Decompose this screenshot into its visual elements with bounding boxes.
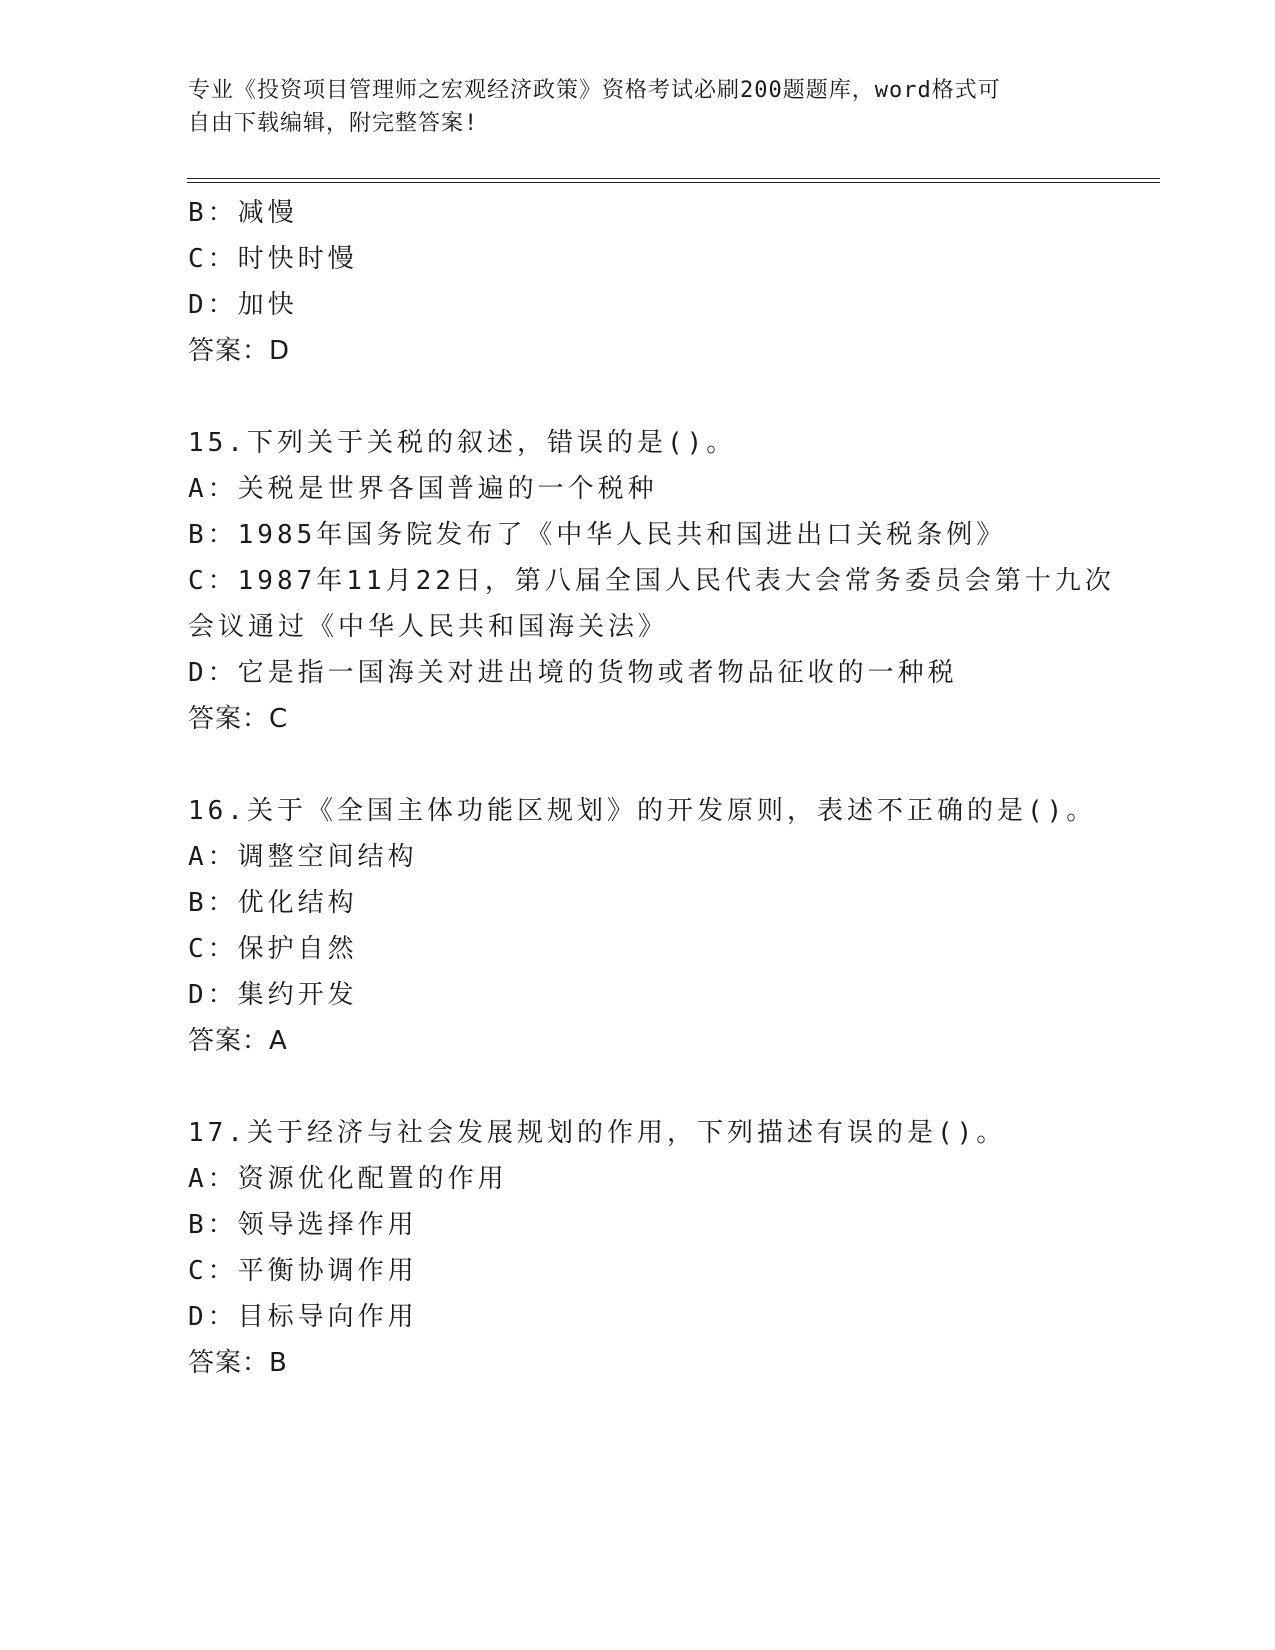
question-15 [188,420,1128,742]
option-b: B：优化结构 [188,888,358,918]
header-divider [187,178,1160,183]
option-a: A：资源优化配置的作用 [188,1164,508,1194]
question-14-tail [188,190,1128,374]
option-d: D：它是指一国海关对进出境的货物或者物品征收的一种税 [188,658,958,688]
option-a: A：调整空间结构 [188,842,418,872]
question-text: 15.下列关于关税的叙述，错误的是()。 [188,428,737,458]
option-b: B：1985年国务院发布了《中华人民共和国进出口关税条例》 [188,520,1007,550]
header-line-2: 自由下载编辑，附完整答案! [188,111,479,136]
answer-15: 答案：C [188,704,289,734]
option-d: D：目标导向作用 [188,1302,418,1332]
option-b: B：减慢 [188,198,298,228]
option-a: A：关税是世界各国普遍的一个税种 [188,474,658,504]
question-text: 17.关于经济与社会发展规划的作用，下列描述有误的是()。 [188,1118,1007,1148]
question-text: 16.关于《全国主体功能区规划》的开发原则，表述不正确的是()。 [188,796,1097,826]
option-c: C：1987年11月22日，第八届全国人民代表大会常务委员会第十九次 [188,566,1115,596]
option-c: C：保护自然 [188,934,358,964]
answer-16: 答案：A [188,1026,288,1056]
question-list [188,190,1128,1386]
option-d: D：集约开发 [188,980,358,1010]
header-line-1: 专业《投资项目管理师之宏观经济政策》资格考试必刷200题题库，word格式可 [188,78,1001,103]
option-b: B：领导选择作用 [188,1210,418,1240]
option-c: C：时快时慢 [188,244,358,274]
option-c-continued: 会议通过《中华人民共和国海关法》 [188,612,669,642]
option-c: C：平衡协调作用 [188,1256,418,1286]
answer-17: 答案：B [188,1348,288,1378]
answer-14: 答案：D [188,336,291,366]
question-17 [188,1110,1128,1386]
question-16 [188,788,1128,1064]
option-d: D：加快 [188,290,298,320]
document-header [188,74,1088,140]
